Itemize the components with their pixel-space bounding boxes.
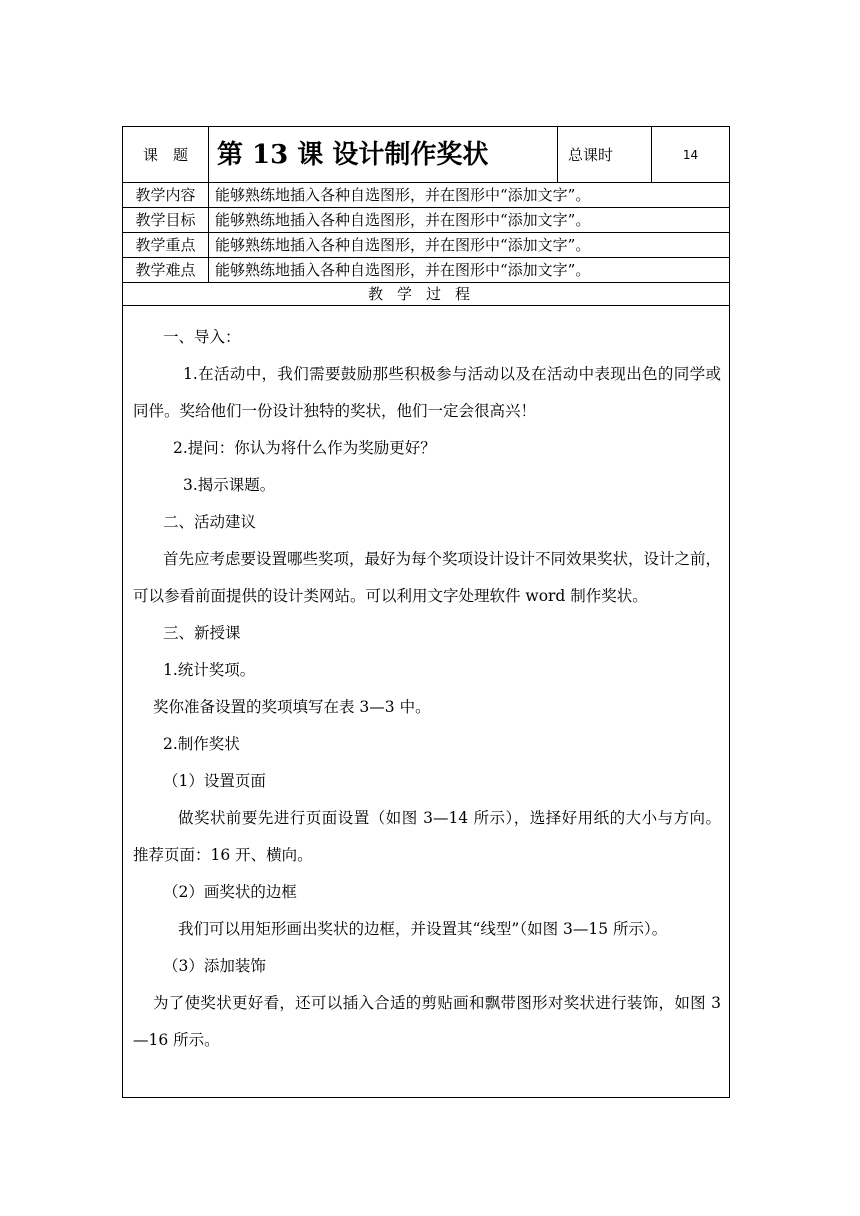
- paragraph: 1.统计奖项。: [163, 661, 256, 679]
- lesson-title: 第 13 课 设计制作奖状: [209, 127, 558, 183]
- topic-label: 课 题: [123, 127, 209, 183]
- info-row-key-points: [123, 233, 730, 258]
- section-heading: 二、活动建议: [163, 513, 257, 531]
- paragraph: 我们可以用矩形画出奖状的边框，并设置其“线型”（如图 3—15 所示）。: [178, 920, 668, 938]
- info-text: 能够熟练地插入各种自选图形，并在图形中“添加文字”。: [209, 208, 730, 233]
- info-label: 教学内容: [123, 183, 209, 208]
- paragraph: 1.在活动中，我们需要鼓励那些积极参与活动以及在活动中表现出色的同学或同伴。奖给他们一份设计独特的奖状，他们一定会很高兴！: [133, 365, 721, 420]
- title-row: [123, 127, 730, 183]
- subsection-heading: （1）设置页面: [163, 772, 266, 790]
- paragraph: 做奖状前要先进行页面设置（如图 3—14 所示），选择好用纸的大小与方向。推荐页面：16 开、横向。: [133, 809, 721, 864]
- process-body-row: [123, 306, 730, 1098]
- process-heading-row: [123, 283, 730, 306]
- info-row-content: [123, 183, 730, 208]
- process-body: [123, 306, 730, 1098]
- paragraph: 3.揭示课题。: [183, 476, 276, 494]
- section-heading: 一、导入：: [163, 328, 241, 346]
- section-heading: 三、新授课: [163, 624, 241, 642]
- paragraph: 为了使奖状更好看，还可以插入合适的剪贴画和飘带图形对奖状进行装饰，如图 3—16 所示。: [133, 994, 721, 1049]
- lesson-plan-table: [122, 126, 730, 1098]
- paragraph: 奖你准备设置的奖项填写在表 3—3 中。: [153, 698, 431, 716]
- process-heading: 教学过程: [123, 283, 730, 306]
- paragraph: 2.提问：你认为将什么作为奖励更好？: [173, 439, 436, 457]
- info-label: 教学重点: [123, 233, 209, 258]
- info-label: 教学难点: [123, 258, 209, 283]
- total-hours-value: 14: [652, 127, 730, 183]
- subsection-heading: （3）添加装饰: [163, 957, 266, 975]
- total-hours-label: 总课时: [558, 127, 652, 183]
- info-text: 能够熟练地插入各种自选图形，并在图形中“添加文字”。: [209, 258, 730, 283]
- info-text: 能够熟练地插入各种自选图形，并在图形中“添加文字”。: [209, 233, 730, 258]
- info-row-objective: [123, 208, 730, 233]
- paragraph: 首先应考虑要设置哪些奖项，最好为每个奖项设计设计不同效果奖状，设计之前，可以参看前面提供的设计类网站。可以利用文字处理软件 word 制作奖状。: [133, 550, 722, 605]
- subsection-heading: （2）画奖状的边框: [163, 883, 297, 901]
- lesson-plan-sheet: [122, 126, 729, 1098]
- paragraph: 2.制作奖状: [163, 735, 240, 753]
- info-label: 教学目标: [123, 208, 209, 233]
- info-text: 能够熟练地插入各种自选图形，并在图形中“添加文字”。: [209, 183, 730, 208]
- info-row-difficulties: [123, 258, 730, 283]
